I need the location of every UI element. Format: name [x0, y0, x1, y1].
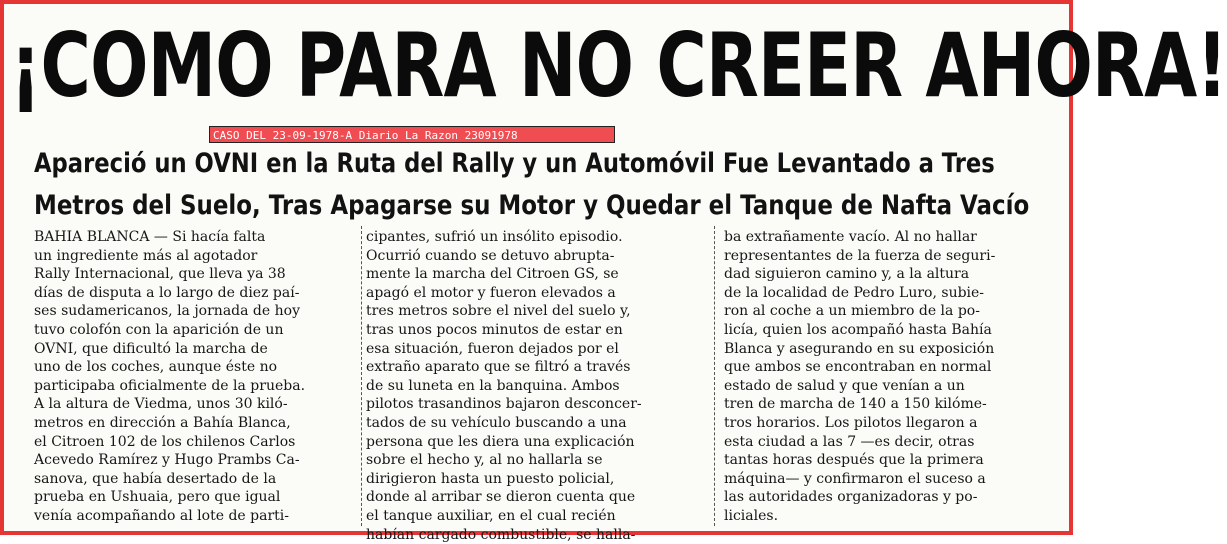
article-column-1: [34, 228, 356, 526]
article-text-line: Ocurrió cuando se detuvo abrupta-: [366, 247, 702, 266]
article-text-line: las autoridades organizadoras y po-: [724, 488, 1064, 507]
article-text-line: tren de marcha de 140 a 150 kilóme-: [724, 395, 1064, 414]
article-text-line: persona que les diera una explicación: [366, 433, 702, 452]
article-text-line: pilotos trasandinos bajaron desconcer-: [366, 395, 702, 414]
article-text-line: participaba oficialmente de la prueba.: [34, 377, 356, 396]
article-text-line: venía acompañando al lote de parti-: [34, 507, 356, 526]
article-text-line: mente la marcha del Citroen GS, se: [366, 265, 702, 284]
article-text-line: de la localidad de Pedro Luro, subie-: [724, 284, 1064, 303]
article-text-line: liciales.: [724, 507, 1064, 526]
article-text-line: tras unos pocos minutos de estar en: [366, 321, 702, 340]
article-text-line: sobre el hecho y, al no hallarla se: [366, 451, 702, 470]
article-text-line: dirigieron hasta un puesto policial,: [366, 470, 702, 489]
headline: ¡COMO PARA NO CREER AHORA!: [10, 6, 833, 126]
column-divider: [714, 226, 715, 526]
article-text-line: esa situación, fueron dejados por el: [366, 340, 702, 359]
article-text-line: de su luneta en la banquina. Ambos: [366, 377, 702, 396]
article-text-line: días de disputa a lo largo de diez paí-: [34, 284, 356, 303]
article-text-line: estado de salud y que venían a un: [724, 377, 1064, 396]
article-text-line: apagó el motor y fueron elevados a: [366, 284, 702, 303]
article-text-line: ba extrañamente vacío. Al no hallar: [724, 228, 1064, 247]
article-text-line: esta ciudad a las 7 —es decir, otras: [724, 433, 1064, 452]
article-text-line: sanova, que había desertado de la: [34, 470, 356, 489]
article-text-line: cipantes, sufrió un insólito episodio.: [366, 228, 702, 247]
article-text-line: Acevedo Ramírez y Hugo Prambs Ca-: [34, 451, 356, 470]
article-text-line: Blanca y asegurando en su exposición: [724, 340, 1064, 359]
article-text-line: el Citroen 102 de los chilenos Carlos: [34, 433, 356, 452]
article-text-line: ses sudamericanos, la jornada de hoy: [34, 302, 356, 321]
subheadline-line-2: Metros del Suelo, Tras Apagarse su Motor y Quedar el Tanque de Nafta Vacío: [34, 186, 910, 226]
article-column-3: [724, 228, 1064, 526]
article-text-line: tados de su vehículo buscando a una: [366, 414, 702, 433]
article-text-line: tantas horas después que la primera: [724, 451, 1064, 470]
article-column-2: [366, 228, 702, 544]
article-text-line: un ingrediente más al agotador: [34, 247, 356, 266]
article-text-line: tres metros sobre el nivel del suelo y,: [366, 302, 702, 321]
article-text-line: OVNI, que dificultó la marcha de: [34, 340, 356, 359]
article-text-line: A la altura de Viedma, unos 30 kiló-: [34, 395, 356, 414]
article-text-line: BAHIA BLANCA — Si hacía falta: [34, 228, 356, 247]
article-text-line: ron al coche a un miembro de la po-: [724, 302, 1064, 321]
column-divider: [361, 226, 362, 526]
article-text-line: uno de los coches, aunque éste no: [34, 358, 356, 377]
archive-caption-label: CASO DEL 23-09-1978-A Diario La Razon 23091978: [209, 126, 615, 143]
article-text-line: licía, quien los acompañó hasta Bahía: [724, 321, 1064, 340]
article-text-line: máquina— y confirmaron el suceso a: [724, 470, 1064, 489]
article-text-line: dad siguieron camino y, a la altura: [724, 265, 1064, 284]
article-text-line: que ambos se encontraban en normal: [724, 358, 1064, 377]
article-text-line: metros en dirección a Bahía Blanca,: [34, 414, 356, 433]
article-text-line: habían cargado combustible, se halla-: [366, 526, 702, 544]
article-text-line: prueba en Ushuaia, pero que igual: [34, 488, 356, 507]
article-text-line: donde al arribar se dieron cuenta que: [366, 488, 702, 507]
subheadline-line-1: Apareció un OVNI en la Ruta del Rally y un Automóvil Fue Levantado a Tres: [34, 144, 899, 184]
article-text-line: tros horarios. Los pilotos llegaron a: [724, 414, 1064, 433]
article-text-line: extraño aparato que se filtró a través: [366, 358, 702, 377]
article-text-line: tuvo colofón con la aparición de un: [34, 321, 356, 340]
article-text-line: el tanque auxiliar, en el cual recién: [366, 507, 702, 526]
article-text-line: representantes de la fuerza de seguri-: [724, 247, 1064, 266]
article-text-line: Rally Internacional, que lleva ya 38: [34, 265, 356, 284]
